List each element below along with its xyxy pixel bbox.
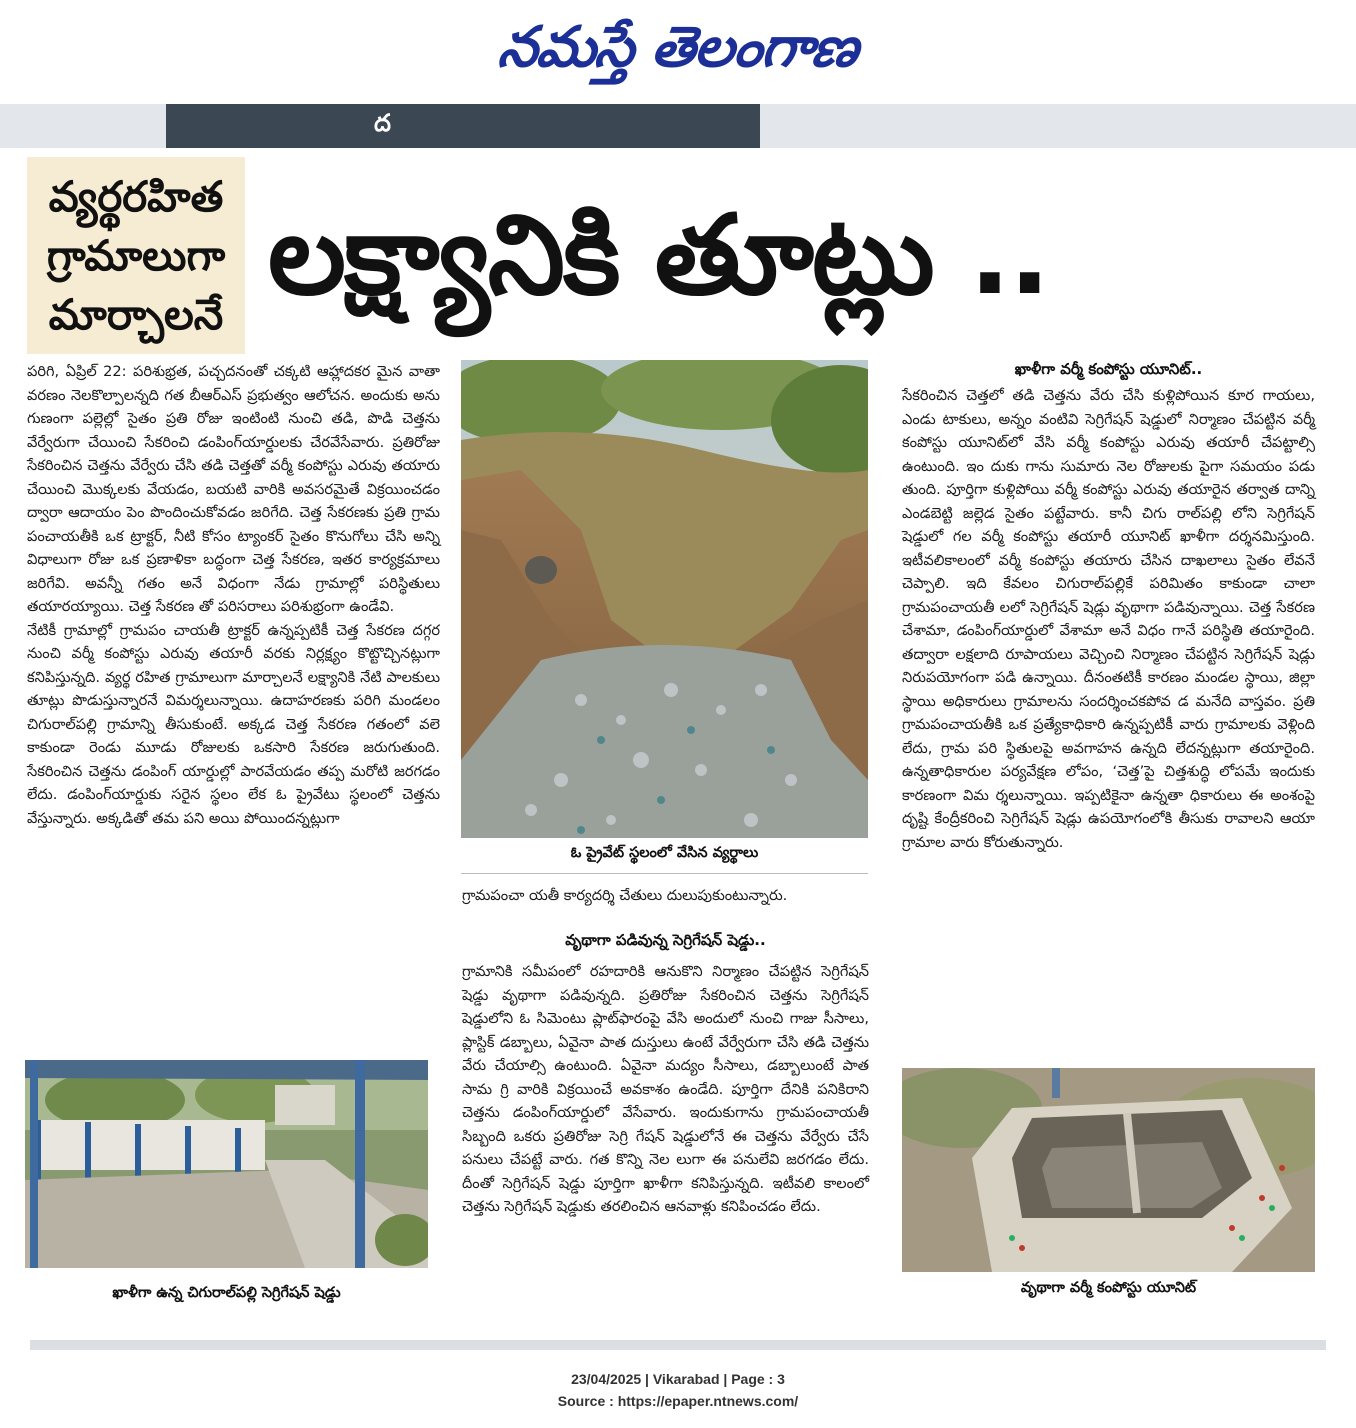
footer-source-link[interactable]: Source : https://epaper.ntnews.com/ — [557, 1393, 799, 1409]
article-column-1 — [27, 360, 440, 830]
paragraph: సేకరించిన చెత్తలో తడి చెత్తను వేరు చేసి కుళ్లిపోయిన కూర గాయలు, ఎండు టాకులు, అన్నం వంటివి సెగ్రిగేషన్ షెడ్డులో నిర్మాణం చేపట్టిన వర్మీ కంపోస్టు యూనిట్‌లో వేసి వర్మీ కంపోస్టు ఎరువు తయారీ చేపట్టాల్సి ఉంటుంది. ఇం దుకు గాను సుమారు నెల రోజులకు పైగా సమయం పడు తుంది. పూర్తిగా కుళ్లిపోయి వర్మీ కంపోస్టు ఎరువు తయారైన తర్వాత దాన్ని ఎండబెట్టి జల్లెడ సైతం పట్టేవారు. కానీ చిగు రాల్‌పల్లి లోని సెగ్రిగేషన్ షెడ్డులో గల వర్మీ కంపోస్టు తయారీ యూనిట్ ఖాళీగా దర్శనమిస్తుంది. ఇటీవలికాలంలో వర్మీ కంపోస్టు తయారు చేసిన దాఖలాలు సైతం లేవనే చెప్పాలి. ఇది కేవలం చిగురాల్‌పల్లికే పరిమితం కాకుండా చాలా గ్రామపంచాయతీ లలో సెగ్రిగేషన్ షెడ్లు వృథాగా పడివున్నాయి. చెత్త సేకరణ చేశామా, డంపింగ్‌యార్డులో వేశామా అనే విధం గానే పరిస్థితి తయారైంది. తద్వారా లక్షలాది రూపాయలు వెచ్చించి నిర్మాణం చేపట్టిన సెగ్రిగేషన్ షెడ్లు నిరుపయోగంగా పడి ఉన్నాయి. దీనంతటికీ కారణం మండల స్థాయి, జిల్లా స్థాయి అధికారులు గ్రామాలను సందర్శించకపోవ డ మనేది వాస్తవం. ప్రతి గ్రామపంచాయతీకి ఒక ప్రత్యేకాధికారి ఉన్నప్పటికీ వారు గ్రామాలకు వెళ్లింది లేదు, గ్రామ పరి స్థితులపై అవగాహన ఉన్నది లేదన్నట్లుగా తయారైంది. ఉన్నతాధికారుల పర్యవేక్షణ లోపం, ‘చెత్త’పై చిత్తశుద్ధి లోపమే ఇందుకు కారణంగా విమ ర్శలున్నాయి. ఇప్పటికైనా ఉన్నతా ధికారులు ఈ అంశంపై దృష్టి కేంద్రీకరించి సెగ్రిగేషన్ షెడ్లు ఉపయోగంలోకి తీసుకు రావాలని ఆయా గ్రామాల వారు కోరుతున్నారు. — [902, 387, 1315, 851]
article-column-3 — [902, 384, 1315, 854]
kicker-line: గ్రామాలుగా — [46, 231, 226, 280]
bottom-strip — [30, 1340, 1326, 1350]
headline: లక్ష్యానికి తూట్లు .. — [268, 191, 1049, 319]
vermicompost-unit-photo — [902, 1068, 1315, 1272]
page-footer — [0, 1368, 1356, 1412]
divider — [461, 873, 868, 874]
paragraph: గ్రామానికి సమీపంలో రహదారికి ఆనుకొని నిర్మాణం చేపట్టిన సెగ్రిగేషన్ షెడ్డు వృథాగా పడివున్నది. ప్రతిరోజు సేకరించిన చెత్తను సెగ్రిగేషన్ షెడ్డులోని ఓ సిమెంటు ప్లాట్‌ఫారంపై వేసి అందులో నుంచి గాజు సీసాలు, ప్లాస్టిక్ డబ్బాలు, ఏవైనా పాత దుస్తులు ఉంటే వేర్వేరుగా చేసి తడి చెత్తను వేరు చేయాల్సి ఉంటుంది. ఏవైనా మద్యం సీసాలు, డబ్బాలుంటే పాత సామ గ్రి వారికి విక్రయించే అవకాశం ఉండేది. పూర్తిగా దేనికి పనికిరాని చెత్తను డంపింగ్‌యార్డులో వేసేవారు. ఇందుకుగాను గ్రామపంచాయతీ సిబ్బంది ఒకరు ప్రతిరోజు సెగ్రి గేషన్ షెడ్డులోనే ఈ చెత్తను వేర్వేరు చేసే పనులు చేపట్టే వారు. గత కొన్ని నెల లుగా ఈ పనులేవి జరగడం లేదు. దీంతో సెగ్రిగేషన్ షెడ్డు పూర్తిగా ఖాళీగా కనిపిస్తున్నది. ఇటీవలి కాలంలో చెత్తను సెగ్రిగేషన్ షెడ్డుకు తరలించిన ఆనవాళ్లు కనిపించడం లేదు. — [462, 963, 869, 1215]
header-band-mark: ద — [374, 109, 391, 137]
header-band — [0, 104, 1356, 148]
masthead — [0, 0, 1356, 100]
photo-caption: వృథాగా వర్మీ కంపోస్టు యూనిట్ — [1020, 1280, 1197, 1296]
section-subhead: వృథాగా పడివున్న సెగ్రిగేషన్ షెడ్డు.. — [565, 931, 766, 949]
paragraph: నేటికీ గ్రామాల్లో గ్రామపం చాయతీ ట్రాక్టర్ ఉన్నప్పటికీ చెత్త సేకరణ దగ్గర నుంచి వర్మీ కంపోస్టు ఎరువు తయారీ వరకు నిర్లక్ష్యం కొట్టొచ్చినట్లుగా కనిపిస్తున్నది. వ్యర్థ రహిత గ్రామాలుగా మార్చాలనే లక్ష్యానికి నేటి పాలకులు తూట్లు పొడుస్తున్నారనే విమర్శలున్నాయి. ఉదాహరణకు పరిగి మండలం చిగురాల్‌పల్లి గ్రామాన్ని తీసుకుంటే. అక్కడ చెత్త సేకరణ గతంలో వలె కాకుండా రెండు మూడు రోజులకు ఒకసారి సేకరణ జరుగుతుంది. సేకరించిన చెత్తను డంపింగ్ యార్డుల్లో పారవేయడం తప్ప మరోటి జరగడం లేదు. డంపింగ్‌యార్డుకు సరైన స్థలం లేక ఓ ప్రైవేటు స్థలంలో చెత్తను వేస్తున్నారు. అక్కడితో తమ పని అయి పోయిందన్నట్లుగా — [27, 621, 440, 827]
dumping-pit-photo — [461, 360, 868, 838]
kicker-line: వ్యర్థరహిత — [48, 172, 224, 221]
segregation-shed-photo — [25, 1060, 428, 1268]
kicker-box — [27, 157, 245, 354]
kicker-line: మార్చాలనే — [48, 290, 224, 339]
newspaper-logo: నమస్తే తెలంగాణ — [495, 15, 861, 80]
paragraph: గ్రామపంచా యతీ కార్యదర్శి చేతులు దులుపుకుంటున్నారు. — [462, 887, 788, 904]
photo-caption: ఓ ప్రైవేట్ స్థలంలో వేసిన వ్యర్థాలు — [570, 845, 759, 861]
photo-caption: ఖాళీగా ఉన్న చిగురాల్‌పల్లి సెగ్రిగేషన్ షెడ్డు — [112, 1285, 341, 1301]
section-subhead: ఖాళీగా వర్మీ కంపోస్టు యూనిట్.. — [1014, 360, 1203, 378]
article-column-2 — [462, 884, 869, 908]
paragraph: పరిగి, ఏప్రిల్ 22: పరిశుభ్రత, పచ్చదనంతో చక్కటి ఆహ్లాదకర మైన వాతా వరణం నెలకొల్పాలన్నది గత బీఆర్ఎస్ ప్రభుత్వం ఆలోచన. అందుకు అను గుణంగా పల్లెల్లో సైతం ప్రతి రోజు ఇంటింటి నుంచి తడి, పొడి చెత్తను వేర్వేరుగా చేయించి సేకరించి డంపింగ్‌యార్డులకు చేరవేసేవారు. ప్రతిరోజు సేకరించిన చెత్తను వేర్వేరు చేసి తడి చెత్తతో వర్మీ కంపోస్టు ఎరువు తయారు చేయించి మొక్కలకు వేయడం, బయటి వారికి అవసరమైతే విక్రయించడం ద్వారా ఆదాయం పెం పొందించుకోవడం జరిగేది. చెత్త సేకరణకు ప్రతి గ్రామ పంచాయతీకి ఒక ట్రాక్టర్, నీటి కోసం ట్యాంకర్ సైతం కొనుగోలు చేసి అన్ని విధాలుగా రోజు ఒక ప్రణాళికా బద్ధంగా చెత్త సేకరణ, ఇతర కార్యక్రమాలు జరిగేవి. అవన్నీ గతం అనే విధంగా నేడు గ్రామాల్లో పరిస్థితులు తయారయ్యాయి. చెత్త సేకరణ తో పరిసరాలు పరిశుభ్రంగా ఉండేవి. — [27, 363, 440, 615]
header-band-dark — [166, 104, 760, 148]
footer-edition-line: 23/04/2025 | Vikarabad | Page : 3 — [571, 1371, 785, 1387]
article-column-2-body — [462, 960, 869, 1219]
